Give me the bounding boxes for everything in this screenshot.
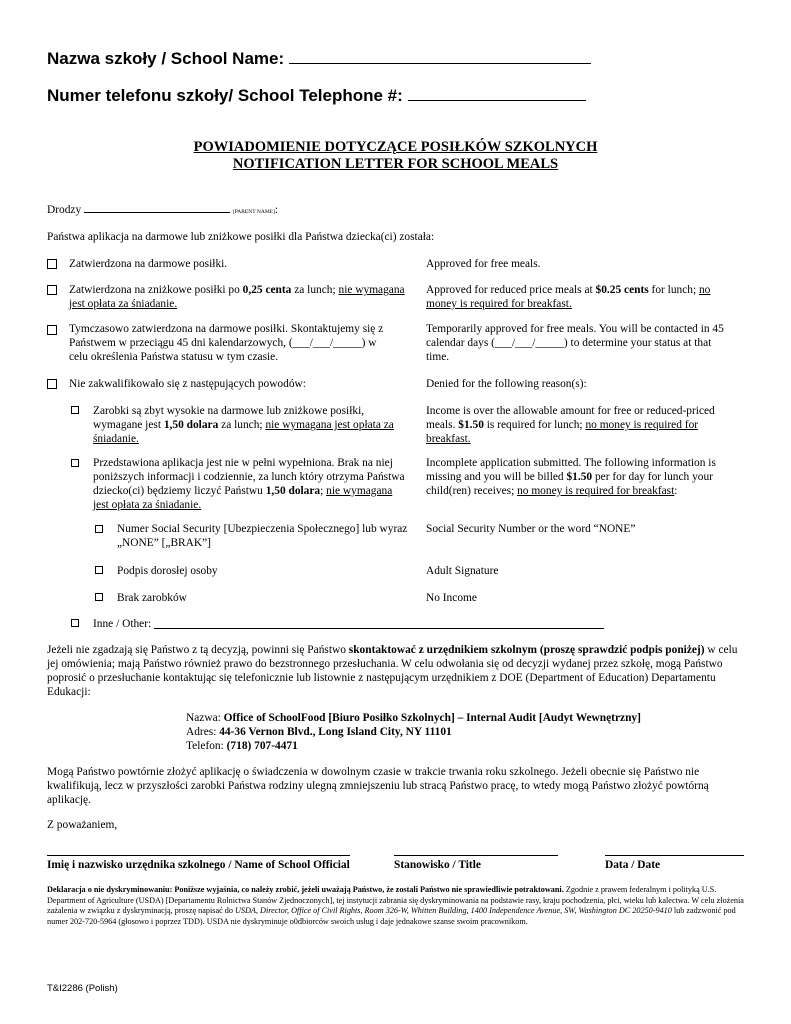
incomplete-en-2c: per for day for lunch your [592,471,713,483]
official-name-line[interactable] [47,855,350,856]
form-id: T&I2286 (Polish) [47,983,118,994]
reapply-paragraph: Mogą Państwo powtórnie złożyć aplikację o świadczenia w dowolnym czasie w trakcie trwania roku szkolnego. Jeżeli obecnie się Państwo nie kwalifikują, lecz w przyszłości zarobki Państwa rodziny ulegną zmniejszeniu lub stracą Państwo pracę, to wtedy mogą Państwo złożyć powtórną aplikację. [47,766,709,806]
incomplete-pl-2: poniższych informacji i codziennie, za lunch który otrzyma Państwa [93,471,405,483]
no-income-pl: Brak zarobków [117,592,187,604]
reduced-en-d: no [698,284,711,296]
appeal-text-a: Jeżeli nie zgadzają się Państwo z tą decyzją, powinni się Państwo [47,644,349,656]
other-checkbox[interactable] [71,619,79,627]
ssn-pl [117,522,407,550]
nondiscrimination-text-2: lub zadzwonić pod numer 202-720-5964 (głosowo i poprzez TDD). USDA nie dyskryminuje o0dbiorców swoich usług i daje jednakowe szanse swoim pracownikom. [47,906,736,926]
incomplete-pl-3a: dziecko(ci) będziemy liczyć Państwu [93,485,266,497]
no-income-en: No Income [426,592,477,604]
nondiscrimination-statement [47,885,747,927]
ssn-en: Social Security Number or the word “NONE” [426,523,636,535]
income-checkbox[interactable] [71,406,79,414]
free-meals-checkbox[interactable] [47,259,57,269]
signature-en: Adult Signature [426,565,499,577]
ssn-checkbox[interactable] [95,525,103,533]
income-pl-1: Zarobki są zbyt wysokie na darmowe lub zniżkowe posiłki, [93,405,365,417]
contact-address-value: 44-36 Vernon Blvd., Long Island City, NY 11101 [219,726,452,738]
income-en-3: breakfast. [426,433,471,445]
income-pl-2c: za lunch; [218,419,266,431]
incomplete-pl-price: 1,50 dolara [265,485,321,497]
reduced-meals-checkbox[interactable] [47,285,57,295]
incomplete-pl-4: jest opłata za śniadanie. [93,499,202,511]
denied-pl: Nie zakwalifikowało się z następujących powodów: [69,378,306,390]
school-phone-label: Numer telefonu szkoły/ School Telephone #: [47,86,403,105]
title-english: NOTIFICATION LETTER FOR SCHOOL MEALS [232,156,559,172]
reduced-pl [69,283,414,311]
free-en: Approved for free meals. [426,258,541,270]
contact-name-label: Nazwa: [186,712,224,724]
contact-address-label: Adres: [186,726,220,738]
income-pl-3: śniadanie. [93,433,139,445]
temporary-en-3: time. [426,351,450,363]
incomplete-en-3a: child(ren) receives; [426,485,518,497]
regards-text: Z poważaniem, [47,819,118,831]
parent-name-field[interactable] [84,203,230,213]
income-en-2a: meals. [426,419,459,431]
temporary-checkbox[interactable] [47,325,57,335]
greeting: Drodzy [PARENT NAME]: [47,204,279,216]
reduced-pl-e: jest opłata za śniadanie. [69,298,178,310]
incomplete-en-3b: no money is required for breakfast [517,485,675,497]
temporary-en [426,322,724,364]
date-line[interactable] [605,855,744,856]
incomplete-en-1: Incomplete application submitted. The following information is [426,457,716,469]
official-name-label: Imię i nazwisko urzędnika szkolnego / Name of School Official [47,859,350,871]
contact-phone-label: Telefon: [186,740,227,752]
ssn-pl-2: „NONE” [„BRAK”] [117,537,211,549]
free-pl: Zatwierdzona na darmowe posiłki. [69,258,228,270]
dear-label: Drodzy [47,204,82,216]
nondiscrimination-address: USDA, Director, Office of Civil Rights, Room 326-W, Whitten Building, 1400 Independence Avenue, SW, Washington DC 20250-9410 [235,906,672,915]
incomplete-checkbox[interactable] [71,459,79,467]
incomplete-en-price: $1.50 [566,471,593,483]
income-pl-2d: nie wymagana jest opłata za [265,419,394,431]
title-label: Stanowisko / Title [394,859,481,871]
reduced-pl-d: nie wymagana [338,284,405,296]
reduced-en-a: Approved for reduced price meals at [426,284,596,296]
incomplete-pl-3c: ; [320,485,327,497]
page-title [0,139,791,173]
denied-en: Denied for the following reason(s): [426,378,587,390]
no-income-checkbox[interactable] [95,593,103,601]
incomplete-en-2a: missing and you will be billed [426,471,567,483]
temporary-pl [69,322,383,364]
nondiscrimination-heading: Deklaracja o nie dyskryminowaniu: Poniższe wyjaśnia, co należy zrobić, jeżeli uważają Państwo, że zostali Państwo nie sprawiedliwie potraktowani. [47,885,564,894]
school-name-label: Nazwa szkoły / School Name: [47,49,285,68]
school-phone-row [47,86,586,106]
other-label: Inne / Other: [93,618,152,630]
temporary-pl-1: Tymczasowo zatwierdzona na darmowe posiłki. Skontaktujemy się z [69,323,384,335]
income-en [426,404,715,446]
school-name-row [47,49,591,69]
income-en-price: $1.50 [458,419,484,431]
signature-pl: Podpis dorosłej osoby [117,565,218,577]
date-label: Data / Date [605,859,661,871]
incomplete-en [426,456,716,498]
income-en-1: Income is over the allowable amount for free or reduced-priced [426,405,715,417]
contact-name-value: Office of SchoolFood [Biuro Posiłko Szkolnych] – Internal Audit [Audyt Wewnętrzny] [223,712,641,724]
income-pl [93,404,394,446]
school-phone-field[interactable] [408,86,586,101]
appeal-paragraph [47,643,747,699]
ssn-pl-1: Numer Social Security [Ubezpieczenia Społecznego] lub wyraz [117,523,408,535]
appeal-text-bold: skontaktować z urzędnikiem szkolnym (proszę sprawdzić podpis poniżej) [348,644,705,656]
temporary-pl-2: Państwem w przeciągu 45 dni kalendarzowych, (___/___/_____) w [69,337,377,349]
incomplete-en-3c: : [674,485,678,497]
nondiscrimination-text-1: Zgodnie z prawem federalnym i polityką U.S. Department of Agriculture (USDA) [Departamentu Rolnictwa Stanów Zjednoczonych], tej instytucji zabrania się dyskryminowania na podstawie rasy, kraju pochodzenia, płci, wieku lub kalectwa. W celu złożenia zażalenia w związku z dyskryminacją, proszę napisać do [47,885,744,915]
incomplete-pl-1: Przedstawiona aplikacja jest nie w pełni wypełniona. Brak na niej [93,457,393,469]
denied-checkbox[interactable] [47,379,57,389]
appeal-text-c: w celu jej omówienia; mają Państwo również prawo do bezstronnego przesłuchania. W celu odwołania się od decyzji wydanej przez szkołę, mogą Państwo poprosić o przesłuchanie kontaktując się telefonicznie lub listownie z następującym urzędnikiem z DOE (Department of Education) Departamentu Edukacji: [47,644,738,698]
reduced-en-c: for lunch; [648,284,699,296]
contact-block [186,711,641,753]
temporary-en-2: calendar days (___/___/_____) to determine your status at that [426,337,712,349]
title-polish: POWIADOMIENIE DOTYCZĄCE POSIŁKÓW SZKOLNYCH [193,139,598,155]
signature-checkbox[interactable] [95,566,103,574]
reduced-en [426,283,766,311]
parent-name-hint: [PARENT NAME] [232,209,275,215]
reduced-en-e: money is required for breakfast. [426,298,572,310]
reduced-en-price: $0.25 cents [595,284,649,296]
reduced-pl-price: 0,25 centa [242,284,292,296]
income-en-2d: no money is required for [585,419,699,431]
incomplete-pl-3d: nie wymagana [326,485,393,497]
temporary-en-1: Temporarily approved for free meals. You will be contacted in 45 [426,323,724,335]
temporary-pl-3: celu określenia Państwa statusu w tym czasie. [69,351,279,363]
reduced-pl-a: Zatwierdzona na zniżkowe posiłki po [69,284,243,296]
intro-text: Państwa aplikacja na darmowe lub zniżkowe posiłki dla Państwa dziecka(ci) została: [47,231,435,243]
income-pl-price: 1,50 dolara [163,419,219,431]
reduced-pl-c: za lunch; [291,284,339,296]
incomplete-pl [93,456,405,512]
title-line[interactable] [394,855,558,856]
other-reason-field[interactable] [154,628,604,629]
school-name-field[interactable] [289,49,591,64]
income-pl-2a: wymagane jest [93,419,164,431]
contact-phone-value: (718) 707-4471 [226,740,298,752]
income-en-2c: is required for lunch; [483,419,586,431]
